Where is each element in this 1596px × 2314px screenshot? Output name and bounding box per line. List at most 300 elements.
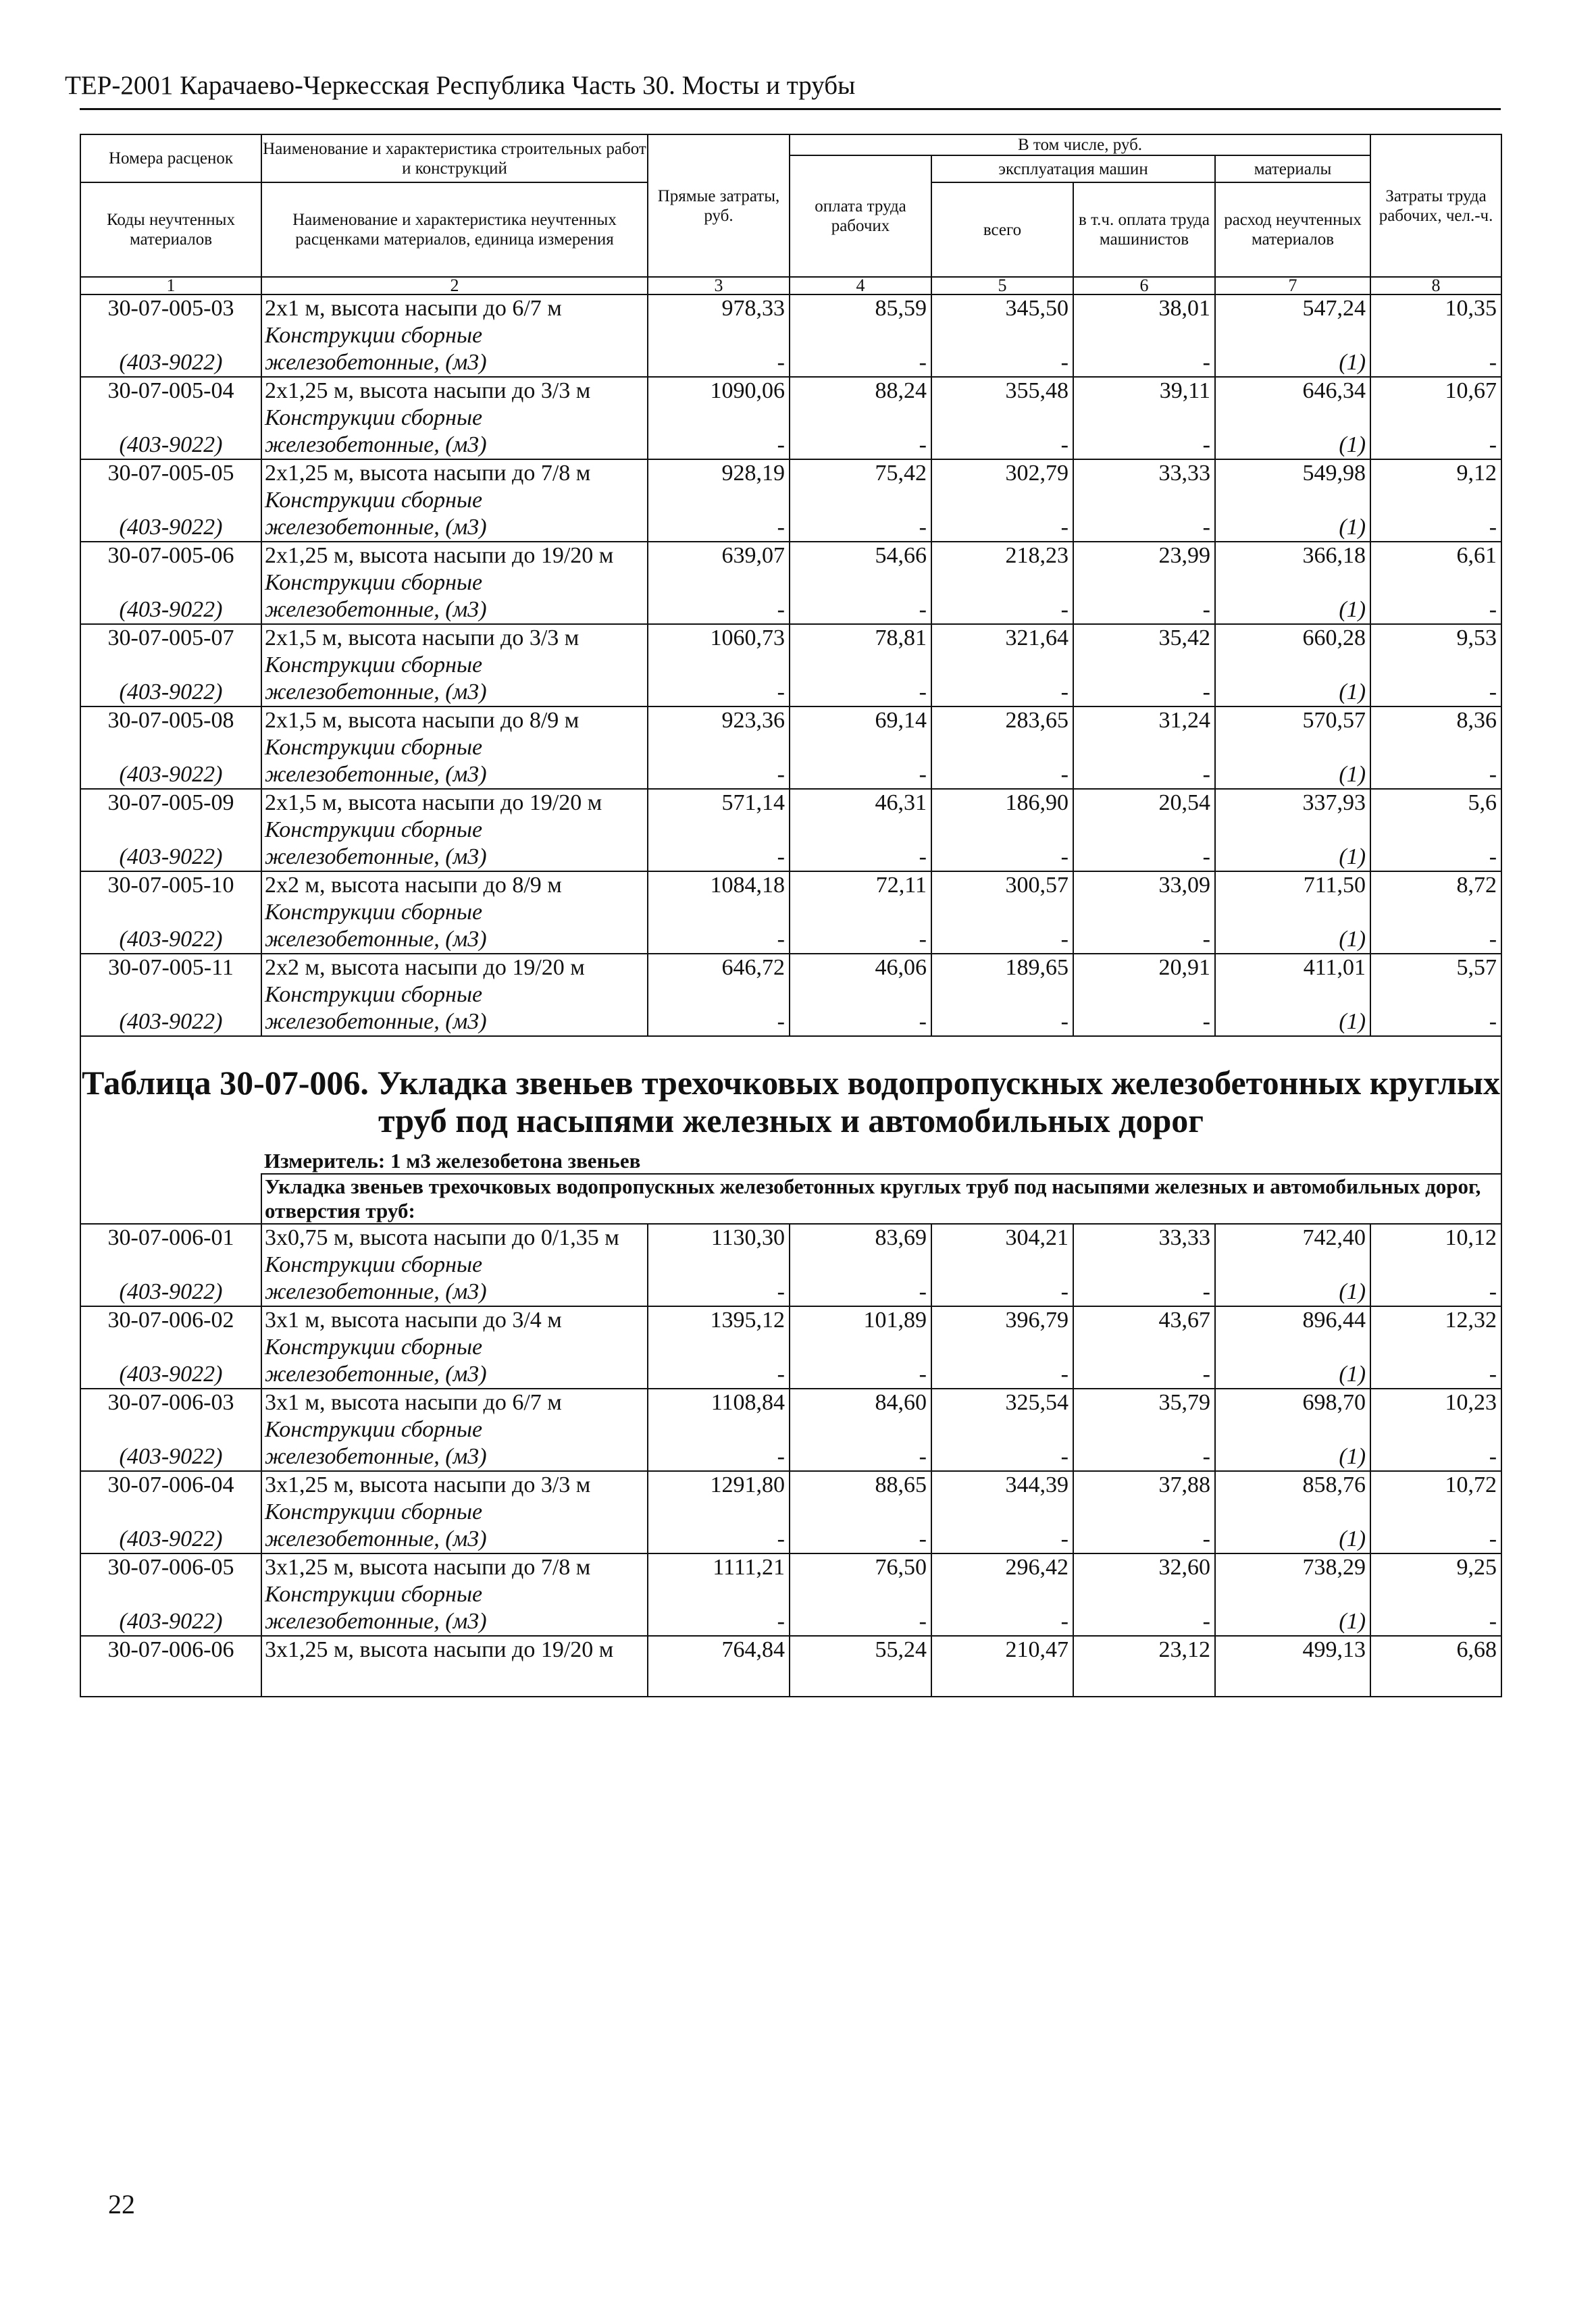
value-cell — [648, 871, 790, 954]
rate-code-cell — [80, 1224, 261, 1306]
material-code: (403-9022) — [119, 1362, 223, 1387]
material-name: Конструкции сборные железобетонные, (м3) — [265, 1582, 487, 1634]
value: 31,24 — [1158, 708, 1210, 733]
value: 75,42 — [875, 461, 927, 486]
dash: - — [1202, 597, 1210, 622]
dash: - — [777, 432, 785, 457]
value: 411,01 — [1303, 955, 1366, 980]
column-numbers-row — [80, 277, 1501, 294]
column-number: 7 — [1215, 277, 1370, 294]
value: 1060,73 — [710, 625, 785, 650]
rate-code: 30-07-005-07 — [107, 625, 234, 650]
value: 660,28 — [1302, 625, 1366, 650]
value-cell — [1370, 1389, 1501, 1471]
value: 84,60 — [875, 1390, 927, 1415]
material-name: Конструкции сборные железобетонные, (м3) — [265, 1417, 487, 1469]
value-cell — [1370, 459, 1501, 542]
value: 43,67 — [1158, 1308, 1210, 1333]
value: 344,39 — [1005, 1472, 1069, 1497]
material-code: (403-9022) — [119, 679, 223, 704]
material-name: Конструкции сборные железобетонные, (м3) — [265, 735, 487, 787]
value-cell — [1215, 1224, 1370, 1306]
value: 83,69 — [875, 1225, 927, 1250]
value-cell — [648, 1224, 790, 1306]
table-title: Таблица 30-07-006. Укладка звеньев трехочковых водопропускных железобетонных круглых труб под насыпями железных и автомобильных дорог — [80, 1036, 1501, 1149]
value: 547,24 — [1302, 296, 1366, 321]
description-cell — [261, 294, 648, 377]
rate-code: 30-07-005-03 — [107, 296, 234, 321]
material-code: (403-9022) — [119, 1009, 223, 1034]
dash: - — [777, 927, 785, 952]
value: 302,79 — [1005, 461, 1069, 486]
dash: - — [1489, 1279, 1497, 1304]
dash: - — [1202, 762, 1210, 787]
header-materials: материалы — [1215, 155, 1370, 182]
material-code: (403-9022) — [119, 597, 223, 622]
value: 304,21 — [1005, 1225, 1069, 1250]
value: 738,29 — [1302, 1555, 1366, 1580]
value: 54,66 — [875, 543, 927, 568]
value-cell — [1215, 1553, 1370, 1636]
value: 189,65 — [1005, 955, 1069, 980]
description-cell — [261, 706, 648, 789]
rate-code: 30-07-006-06 — [107, 1637, 234, 1662]
value: 8,36 — [1456, 708, 1497, 733]
description-cell — [261, 1306, 648, 1389]
value: 33,33 — [1158, 461, 1210, 486]
rate-code-cell — [80, 542, 261, 624]
measure-unit: Измеритель: 1 м3 железобетона звеньев — [261, 1149, 1501, 1174]
dash: - — [1202, 844, 1210, 869]
page-title: ТЕР-2001 Карачаево-Черкесская Республика Часть 30. Мосты и трубы — [65, 71, 856, 100]
value-cell — [1073, 1636, 1215, 1697]
dash: - — [919, 844, 927, 869]
value: 210,47 — [1005, 1637, 1069, 1662]
value: 23,99 — [1158, 543, 1210, 568]
material-name: Конструкции сборные железобетонные, (м3) — [265, 817, 487, 869]
value-cell — [1370, 294, 1501, 377]
work-description: 2х1,5 м, высота насыпи до 3/3 м — [265, 625, 580, 650]
description-cell — [261, 1224, 648, 1306]
value-cell — [1215, 954, 1370, 1036]
value-cell — [790, 789, 931, 871]
dash: - — [919, 1362, 927, 1387]
value-cell — [1215, 624, 1370, 706]
dash: - — [919, 1009, 927, 1034]
work-description: 2х1,5 м, высота насыпи до 19/20 м — [265, 790, 602, 815]
value: 72,11 — [875, 873, 927, 898]
value-cell — [1370, 1471, 1501, 1553]
value-cell — [1370, 377, 1501, 459]
dash: - — [1489, 844, 1497, 869]
value: 6,68 — [1456, 1637, 1497, 1662]
value-cell — [1215, 871, 1370, 954]
material-name: Конструкции сборные железобетонные, (м3) — [265, 1499, 487, 1551]
value-cell — [790, 954, 931, 1036]
material-code: (403-9022) — [119, 1444, 223, 1469]
rate-code: 30-07-006-05 — [107, 1555, 234, 1580]
dash: - — [1489, 1362, 1497, 1387]
material-name: Конструкции сборные железобетонные, (м3) — [265, 323, 487, 375]
material-amount: (1) — [1339, 515, 1366, 540]
value-cell — [1370, 954, 1501, 1036]
value-cell — [1215, 789, 1370, 871]
table-row — [80, 1306, 1501, 1389]
rate-code-cell — [80, 954, 261, 1036]
value-cell — [931, 789, 1073, 871]
value-cell — [931, 459, 1073, 542]
material-name: Конструкции сборные железобетонные, (м3) — [265, 405, 487, 457]
rate-code-cell — [80, 624, 261, 706]
value: 69,14 — [875, 708, 927, 733]
dash: - — [1060, 1009, 1069, 1034]
value: 283,65 — [1005, 708, 1069, 733]
value-cell — [931, 1306, 1073, 1389]
dash: - — [1489, 1609, 1497, 1634]
value: 345,50 — [1005, 296, 1069, 321]
table-row — [80, 1224, 1501, 1306]
value-cell — [1215, 1389, 1370, 1471]
value-cell — [1073, 789, 1215, 871]
value: 300,57 — [1005, 873, 1069, 898]
value-cell — [1370, 1553, 1501, 1636]
material-code: (403-9022) — [119, 350, 223, 375]
value-cell — [648, 1553, 790, 1636]
value-cell — [931, 1471, 1073, 1553]
dash: - — [1060, 1279, 1069, 1304]
value: 858,76 — [1302, 1472, 1366, 1497]
dash: - — [1202, 679, 1210, 704]
material-amount: (1) — [1339, 927, 1366, 952]
column-number: 2 — [261, 277, 648, 294]
material-name: Конструкции сборные железобетонные, (м3) — [265, 488, 487, 540]
material-name: Конструкции сборные железобетонные, (м3) — [265, 900, 487, 952]
value: 764,84 — [721, 1637, 785, 1662]
description-cell — [261, 624, 648, 706]
value-cell — [1370, 1306, 1501, 1389]
table-row — [80, 1389, 1501, 1471]
description-cell — [261, 459, 648, 542]
value-cell — [648, 459, 790, 542]
header-material-consumption: расход неучтенных материалов — [1215, 182, 1370, 277]
rate-code: 30-07-006-03 — [107, 1390, 234, 1415]
dash: - — [777, 1362, 785, 1387]
value-cell — [790, 294, 931, 377]
value-cell — [1073, 1471, 1215, 1553]
value-cell — [1370, 1224, 1501, 1306]
description-cell — [261, 1389, 648, 1471]
dash: - — [919, 515, 927, 540]
value-cell — [931, 1553, 1073, 1636]
value-cell — [648, 377, 790, 459]
value: 78,81 — [875, 625, 927, 650]
value-cell — [931, 1224, 1073, 1306]
value: 321,64 — [1005, 625, 1069, 650]
material-amount: (1) — [1339, 350, 1366, 375]
dash: - — [1489, 597, 1497, 622]
value-cell — [931, 871, 1073, 954]
material-name: Конструкции сборные железобетонные, (м3) — [265, 1252, 487, 1304]
dash: - — [1060, 762, 1069, 787]
dash: - — [777, 597, 785, 622]
rate-code-cell — [80, 1471, 261, 1553]
dash: - — [1060, 350, 1069, 375]
dash: - — [1489, 762, 1497, 787]
header-including: В том числе, руб. — [790, 134, 1370, 155]
value: 55,24 — [875, 1637, 927, 1662]
value: 85,59 — [875, 296, 927, 321]
dash: - — [1202, 1009, 1210, 1034]
value-cell — [790, 1636, 931, 1697]
table-row — [80, 1636, 1501, 1697]
value-cell — [1370, 1636, 1501, 1697]
value-cell — [1073, 1389, 1215, 1471]
value: 570,57 — [1302, 708, 1366, 733]
value-cell — [1215, 1471, 1370, 1553]
dash: - — [919, 762, 927, 787]
rate-code-cell — [80, 377, 261, 459]
value: 896,44 — [1302, 1308, 1366, 1333]
value-cell — [790, 706, 931, 789]
material-amount: (1) — [1339, 679, 1366, 704]
description-cell — [261, 1553, 648, 1636]
column-number: 8 — [1370, 277, 1501, 294]
rate-code: 30-07-006-02 — [107, 1308, 234, 1333]
value: 571,14 — [721, 790, 785, 815]
table-row — [80, 871, 1501, 954]
value: 8,72 — [1456, 873, 1497, 898]
value-cell — [790, 542, 931, 624]
material-amount: (1) — [1339, 1009, 1366, 1034]
rate-code: 30-07-005-11 — [108, 955, 234, 980]
value-cell — [1073, 377, 1215, 459]
header-work-name: Наименование и характеристика строительных работ и конструкций — [261, 134, 648, 182]
value-cell — [1215, 377, 1370, 459]
rate-code: 30-07-005-09 — [107, 790, 234, 815]
value-cell — [1073, 1224, 1215, 1306]
value: 296,42 — [1005, 1555, 1069, 1580]
dash: - — [1060, 515, 1069, 540]
dash: - — [1489, 350, 1497, 375]
header-machine-total: всего — [931, 182, 1073, 277]
value: 46,06 — [875, 955, 927, 980]
value: 499,13 — [1302, 1637, 1366, 1662]
table-subtitle: Укладка звеньев трехочковых водопропускных железобетонных круглых труб под насыпями железных и автомобильных дорог, отверстия труб: — [261, 1174, 1501, 1224]
value: 88,24 — [875, 378, 927, 403]
dash: - — [1489, 1009, 1497, 1034]
material-name: Конструкции сборные железобетонные, (м3) — [265, 1335, 487, 1387]
dash: - — [1489, 1526, 1497, 1551]
value: 76,50 — [875, 1555, 927, 1580]
work-description: 2х2 м, высота насыпи до 8/9 м — [265, 873, 562, 898]
dash: - — [777, 1444, 785, 1469]
value-cell — [931, 377, 1073, 459]
dash: - — [1489, 927, 1497, 952]
material-amount: (1) — [1339, 762, 1366, 787]
value: 10,35 — [1445, 296, 1497, 321]
value-cell — [1215, 542, 1370, 624]
value: 928,19 — [721, 461, 785, 486]
dash: - — [1202, 1279, 1210, 1304]
material-code: (403-9022) — [119, 432, 223, 457]
value: 23,12 — [1158, 1637, 1210, 1662]
material-code: (403-9022) — [119, 762, 223, 787]
value-cell — [790, 377, 931, 459]
dash: - — [1202, 1444, 1210, 1469]
value-cell — [1215, 706, 1370, 789]
value: 32,60 — [1158, 1555, 1210, 1580]
value-cell — [790, 1553, 931, 1636]
material-amount: (1) — [1339, 1362, 1366, 1387]
table-row — [80, 1471, 1501, 1553]
dash: - — [777, 1009, 785, 1034]
dash: - — [919, 432, 927, 457]
dash: - — [919, 1444, 927, 1469]
work-description: 2х1,25 м, высота насыпи до 3/3 м — [265, 378, 591, 403]
material-name: Конструкции сборные железобетонные, (м3) — [265, 570, 487, 622]
value-cell — [931, 294, 1073, 377]
dash: - — [777, 679, 785, 704]
value-cell — [648, 1471, 790, 1553]
value: 20,54 — [1158, 790, 1210, 815]
dash: - — [1060, 679, 1069, 704]
value: 10,23 — [1445, 1390, 1497, 1415]
value: 12,32 — [1445, 1308, 1497, 1333]
value-cell — [1073, 542, 1215, 624]
table-row — [80, 1553, 1501, 1636]
dash: - — [1489, 515, 1497, 540]
value-cell — [1073, 624, 1215, 706]
header-material-codes: Коды неучтенных материалов — [80, 182, 261, 277]
value: 355,48 — [1005, 378, 1069, 403]
value: 33,09 — [1158, 873, 1210, 898]
rate-code-cell — [80, 1636, 261, 1697]
value: 698,70 — [1302, 1390, 1366, 1415]
dash: - — [1202, 1609, 1210, 1634]
dash: - — [919, 350, 927, 375]
work-description: 3х0,75 м, высота насыпи до 0/1,35 м — [265, 1225, 619, 1250]
table-row — [80, 706, 1501, 789]
rate-code: 30-07-005-08 — [107, 708, 234, 733]
table-row — [80, 459, 1501, 542]
value-cell — [790, 624, 931, 706]
value: 639,07 — [721, 543, 785, 568]
dash: - — [1060, 1362, 1069, 1387]
work-description: 2х1,5 м, высота насыпи до 8/9 м — [265, 708, 580, 733]
rate-code-cell — [80, 706, 261, 789]
dash: - — [1060, 1444, 1069, 1469]
material-name: Конструкции сборные железобетонные, (м3) — [265, 982, 487, 1034]
description-cell — [261, 542, 648, 624]
value: 1108,84 — [711, 1390, 785, 1415]
work-description: 2х1,25 м, высота насыпи до 7/8 м — [265, 461, 591, 486]
dash: - — [1060, 597, 1069, 622]
rate-code-cell — [80, 789, 261, 871]
value-cell — [1215, 1306, 1370, 1389]
dash: - — [777, 515, 785, 540]
column-number: 1 — [80, 277, 261, 294]
dash: - — [1060, 844, 1069, 869]
value: 10,72 — [1445, 1472, 1497, 1497]
dash: - — [1202, 432, 1210, 457]
value: 10,67 — [1445, 378, 1497, 403]
material-amount: (1) — [1339, 1609, 1366, 1634]
material-amount: (1) — [1339, 1444, 1366, 1469]
value-cell — [931, 706, 1073, 789]
value: 337,93 — [1302, 790, 1366, 815]
value: 646,34 — [1302, 378, 1366, 403]
material-code: (403-9022) — [119, 1279, 223, 1304]
value: 1395,12 — [710, 1308, 785, 1333]
value-cell — [648, 542, 790, 624]
dash: - — [777, 844, 785, 869]
value: 39,11 — [1159, 378, 1210, 403]
description-cell — [261, 871, 648, 954]
value-cell — [1073, 459, 1215, 542]
value-cell — [1370, 871, 1501, 954]
dash: - — [1202, 1362, 1210, 1387]
table-row — [80, 294, 1501, 377]
material-name: Конструкции сборные железобетонные, (м3) — [265, 652, 487, 704]
value: 366,18 — [1302, 543, 1366, 568]
material-amount: (1) — [1339, 597, 1366, 622]
value-cell — [1370, 624, 1501, 706]
value: 325,54 — [1005, 1390, 1069, 1415]
value-cell — [1370, 706, 1501, 789]
column-number: 4 — [790, 277, 931, 294]
description-cell — [261, 954, 648, 1036]
value-cell — [1215, 1636, 1370, 1697]
value: 1084,18 — [710, 873, 785, 898]
rate-code: 30-07-006-04 — [107, 1472, 234, 1497]
dash: - — [777, 1526, 785, 1551]
value-cell — [1073, 1306, 1215, 1389]
dash: - — [1202, 927, 1210, 952]
value-cell — [931, 1636, 1073, 1697]
dash: - — [919, 1526, 927, 1551]
value: 923,36 — [721, 708, 785, 733]
header-machine-operation: эксплуатация машин — [931, 155, 1215, 182]
value-cell — [1073, 706, 1215, 789]
dash: - — [919, 597, 927, 622]
rate-code: 30-07-005-05 — [107, 461, 234, 486]
value-cell — [1073, 954, 1215, 1036]
description-cell — [261, 1636, 648, 1697]
column-number: 6 — [1073, 277, 1215, 294]
value: 1130,30 — [711, 1225, 785, 1250]
value-cell — [790, 871, 931, 954]
value-cell — [790, 1224, 931, 1306]
dash: - — [1060, 1609, 1069, 1634]
column-number: 3 — [648, 277, 790, 294]
value: 37,88 — [1158, 1472, 1210, 1497]
work-description: 2х1,25 м, высота насыпи до 19/20 м — [265, 543, 614, 568]
dash: - — [919, 1609, 927, 1634]
value-cell — [648, 1389, 790, 1471]
value: 711,50 — [1303, 873, 1366, 898]
rate-code-cell — [80, 1553, 261, 1636]
work-description: 3х1,25 м, высота насыпи до 3/3 м — [265, 1472, 591, 1497]
rate-code-cell — [80, 294, 261, 377]
rate-code-cell — [80, 459, 261, 542]
value-cell — [931, 542, 1073, 624]
value-cell — [648, 954, 790, 1036]
value: 9,12 — [1456, 461, 1497, 486]
value: 218,23 — [1005, 543, 1069, 568]
dash: - — [777, 1279, 785, 1304]
value-cell — [1370, 542, 1501, 624]
value: 10,12 — [1445, 1225, 1497, 1250]
